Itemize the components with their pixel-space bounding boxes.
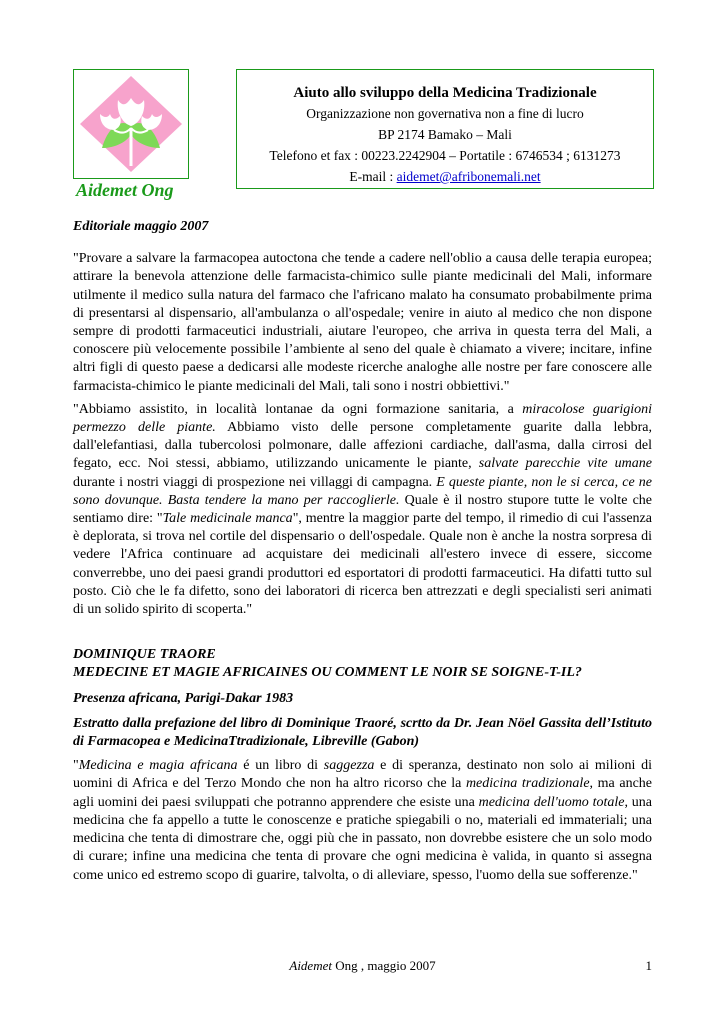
extract-heading: Estratto dalla prefazione del libro di Dominique Traoré, scrtto da Dr. Jean Nöel Gassita dell’Istituto di Farmacopea e MedicinaTtradizionale, Libreville (Gabon) bbox=[73, 715, 652, 750]
header-subtitle: Organizzazione non governativa non a fine di lucro bbox=[306, 106, 584, 121]
header-title: Aiuto allo sviluppo della Medicina Tradizionale bbox=[293, 85, 597, 101]
email-link[interactable]: aidemet@afribonemali.net bbox=[396, 169, 541, 184]
book-quote-paragraph: "Medicina e magia africana é un libro di saggezza e di speranza, destinato non solo ai milioni di uomini di Africa e del Terzo Mondo che non ha altro ricorso che la medicina tradizionale, ma anche agli uomini dei paesi sviluppati che potranno apprendere che esiste una medicina dell'uomo totale, una medicina che fa appello a tutte le conoscenze e pratiche spiegabili o no, materiali ed immateriali; una medicina che tenta di dimostrare che, oggi più che in passato, non dovrebbe esistere che un solo modo di curare; infine una medicina che tenta di provare che ogni medicina è valida, in quanto si assegna come unico ed estremo scopo di guarire, talvolta, o di alleviare, spesso, l'uomo della sue sofferenze." bbox=[73, 758, 653, 883]
logo bbox=[73, 69, 189, 179]
footer-text: Aidemet Ong , maggio 2007 bbox=[289, 958, 436, 973]
editorial-heading: Editoriale maggio 2007 bbox=[73, 219, 209, 234]
editorial-paragraph-2: "Abbiamo assistito, in località lontanae da ogni formazione sanitaria, a miracolose guarigioni permezzo delle piante. Abbiamo visto delle persone completamente guarite dalla lebbra, dall'elefantiasi, dalla tubercolosi polmonare, dalle affezioni cardiache, dall'asma, dalla cirrosi del fegato, ecc. Noi stessi, abbiamo, utilizzando unicamente le piante, salvate parecchie vite umane durante i nostri viaggi di prospezione nei villaggi di campagna. E queste piante, non le si cerca, ce ne sono dovunque. Basta tendere la mano per raccoglierle. Quale è il nostro stupore tutte le volte che sentiamo dire: "Tale medicinale manca", mentre la maggior parte del tempo, il rimedio di cui l'assenza è deplorata, si trova nel cortile del dispensario o dell'ospedale. Quale non è anche la nostra sorpresa di vedere l'Africa continuare ad acquistare dei medicinali all'estero invece di essere, siccome converrebbe, uno dei paesi grandi produttori ed esportatori di prodotti farmaceutici. Ha difatti tutto sul posto. Ciò che le fa difetto, sono dei laboratori di ricerca ben attrezzati e degli specialisti seri animati di un solido spirito di scoperta." bbox=[73, 401, 653, 618]
header-phones: Telefono et fax : 00223.2242904 – Portatile : 6746534 ; 6131273 bbox=[269, 148, 621, 163]
page-number: 1 bbox=[645, 958, 652, 973]
article-author: DOMINIQUE TRAORE bbox=[73, 647, 216, 663]
article-publisher: Presenza africana, Parigi-Dakar 1983 bbox=[73, 690, 294, 706]
header-email bbox=[237, 166, 653, 187]
organization-header bbox=[236, 69, 654, 189]
tulip-flower-icon bbox=[74, 70, 188, 178]
logo-name: Aidemet Ong bbox=[76, 180, 174, 200]
main-content bbox=[73, 218, 652, 890]
email-label: E-mail : bbox=[349, 169, 397, 184]
header-address: BP 2174 Bamako – Mali bbox=[378, 127, 512, 142]
editorial-paragraph-1: "Provare a salvare la farmacopea autoctona che tende a cadere nell'oblio a causa delle terapia europea; attirare la benevola attenzione delle farmacista-chimico sulle piante medicinali del Mali, informare utilmente il medico sulla natura del farmaco che l'africano malato ha consumato probabilmente prima di presentarsi al dispensario, all'ambulanza o all'ospedale; venire in aiuto al medico che non dispone sempre di prodotti farmaceutici industriali, aiutare l'europeo, che arriva in questa terra del Mali, a conoscere più velocemente possibile l’ambiente al seno del quale è chiamato a vivere; incitare, infine altri figli di questo paese a dedicarsi alle modeste ricerche analoghe alle nostre per fare conoscere alle farmacista-chimico le piante medicinali del Mali, tali sono i nostri obbiettivi." bbox=[73, 251, 652, 394]
article-title: MEDECINE ET MAGIE AFRICAINES OU COMMENT LE NOIR SE SOIGNE-T-IL? bbox=[73, 665, 582, 681]
